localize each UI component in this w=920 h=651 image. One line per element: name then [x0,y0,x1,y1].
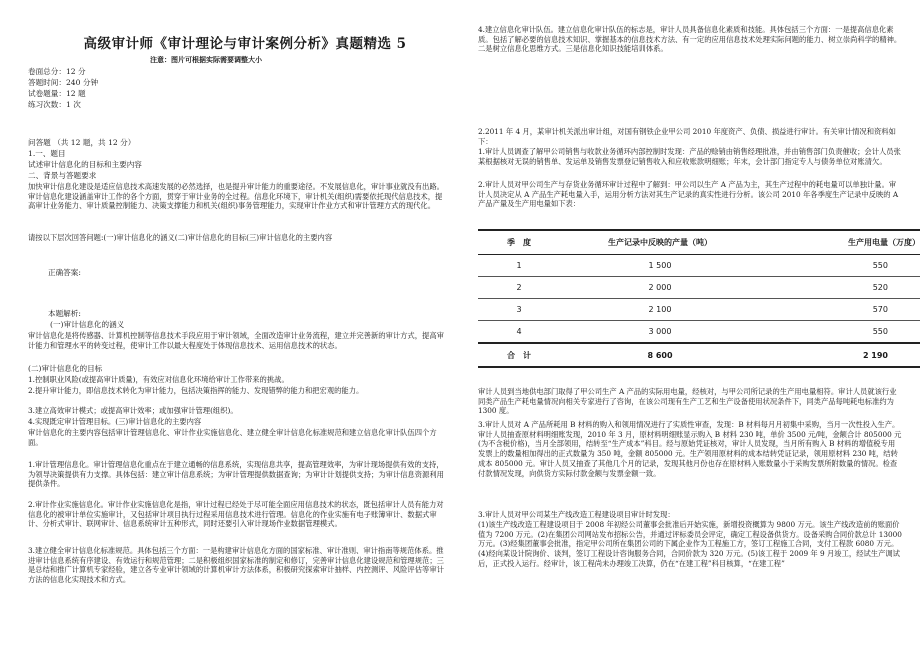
bg-text: 加快审计信息化建设是适应信息技术高速发展的必然选择，也是提升审计能力的重要途径。不发展信息化，审计事业就没有出路。审计信息化建设涵盖审计工作的各个方面，贯穿于审计业务的全过程。信息化环境下，审计机关(组织)需要依托现代信息技术，提高审计业务能力、审计质量控制能力、决策支撑能力和机关(组织)事务管理能力，实现审计作业方式和审计管理方式的现代化。 [28,182,444,211]
cell-output: 2 000 [560,277,760,299]
q1-label: 1.一、题目 [28,149,66,158]
header-quarter: 季 度 [478,230,560,255]
cell-quarter: 4 [478,321,560,344]
size-note: 注意：图片可根据实际需要调整大小 [150,55,262,64]
s1-text: 审计信息化是将传感器、计算机控制等信息技术手段应用于审计领域，全面改造审计业务流程，建立并完善新的审计方式，提高审计能力和管理水平的转变过程，使审计工作以最大程度处于体现信息技术、运用信息技术的状态。 [28,331,444,350]
case-p4: 3.审计人员对 A 产品所耗用 B 材料的购入和领用情况进行了实质性审查，发现：B 材料每月月初集中采购，当月一次性投入生产。审计人员抽查原材料明细账发现，2010 年 3 月，原材料明细账显示购入 B 材料 230 吨，单价 3500 元/吨，金额合计 805000 元(为不含税价格)，当月全部领用，结转至“生产成本”科目。经与原始凭证核对，审计人员发现，当月所有购入 B 材料的增值税专用发票上的数量相加得出的正式数量为 350 吨，金额 805000 元。生产领用原材料的成本结转凭证记录，领用原材料 230 吨，结转成本 805000 元。审计人员又抽查了其他几个月的记录，发现其他月份也存在原材料入账数量小于采购发票所附数量的情况。检查付款情况发现，向供货方实际付款金额与发票金额一致。 [478,420,902,478]
case-p6: (1)该生产线改造工程建设项目于 2008 年初经公司董事会批准后开始实施，新增投资概算为 9800 万元。该生产线改造前的账面价值为 7200 万元。(2)在集团公司网站发布招标公告，并通过评标委员会评定，确定工程设备供货方。设备采购合同价款总计 13000 万元。(3)经集团董事会批准，指定甲公司所在集团公司的下属企业作为工程施工方，签订工程施工合同，支付工程款 6080 万元。(4)经向某设计院询价、谈判，签订工程设计咨询服务合同，合同价款为 320 万元。(5)该工程于 2009 年 9 月竣工，经试生产调试后，正式投入运行。经审计，该工程尚未办理竣工决算，仍在“在建工程”科目核算，“在建工程” [478,520,902,568]
cell-output: 1 500 [560,255,760,277]
content-4: 4.建立信息化审计队伍。建立信息化审计队伍的标志是，审计人员具备信息化素质和技能。具体包括三个方面：一是提高信息化素质。包括了解必要的信息技术知识、掌握基本的信息技术方法、有一定的应用信息技术处理实际问题的能力、树立崇尚科学的精神。二是树立信息化思维方式。三是信息化知识技能培训体系。 [478,25,902,54]
cell-power: 570 [760,299,920,321]
cell-power: 550 [760,321,920,344]
content-2: 2.审计作业实施信息化。审计作业实施信息化是指，审计过程已经处于尽可能全面应用信息技术的状态，既包括审计人员有能力对信息化的被审计单位实施审计，又包括审计项目执行过程采用信息技术进行管理。信息化的作业实施有电子账簿审计、数据式审计、分析式审计、联网审计、信息系统审计五种形式，同时还要引入审计现场作业数据管理模式。 [28,500,444,529]
goal-1: 1.控制职业风险(或提高审计质量)，有效应对信息化环境给审计工作带来的挑战。 [28,375,289,384]
page-title: 高级审计师《审计理论与审计案例分析》真题精选 5 [83,36,407,52]
table-row [478,255,920,277]
case-p2: 2.审计人员对甲公司生产与存货业务循环审计过程中了解到：甲公司以生产 A 产品为主，其生产过程中的耗电量可以单独计量。审计人员决定从 A 产品生产耗电量入手，运用分析方法对其生产记录的真实性进行分析。该公司 2010 年各季度生产记录中反映的 A 产品产量及生产用电量如下表： [478,180,899,209]
production-table [478,229,920,368]
requirement: 请按以下层次回答问题:(一)审计信息化的涵义(二)审计信息化的目标(三)审计信息化的主要内容 [28,233,333,242]
cell-total-power: 2 190 [760,343,920,367]
case-p5: 3.审计人员对甲公司某生产线改造工程建设项目审计时发现： [478,510,675,519]
content-1: 1.审计管理信息化。审计管理信息化重点在于建立通畅的信息系统，实现信息共享，提高管理效率，为审计现场提供有效的支持，为领导决策提供有力支撑。具体包括：建立审计信息系统；为审计管理提供数据查询；为审计计划提供支持；为审计信息资源利用提供条件。 [28,460,444,489]
table-row [478,299,920,321]
meta-time: 答题时间：240 分钟 [28,78,99,87]
cell-power: 550 [760,255,920,277]
cell-quarter: 2 [478,277,560,299]
content-intro: 审计信息化的主要内容包括审计管理信息化、审计作业实施信息化、建立健全审计信息化标准规范和建立信息化审计队伍四个方面。 [28,428,437,447]
header-output: 生产记录中反映的产量（吨） [560,230,760,255]
q1-text: 试述审计信息化的目标和主要内容 [28,160,142,169]
s1-heading: (一)审计信息化的涵义 [50,320,125,329]
content-3: 3.建立健全审计信息化标准规范。具体包括三个方面：一是构建审计信息化方面的国家标准、审计准则、审计指南等规范体系。推进审计信息系统有序建设、有效运行和规范管理；二是积极组织国家标准的制定和修订，完善审计信息化建设规范和管理规范；三是总结和推广计算机专家经验，建立各专业审计领域的计算机审计方法体系，积极研究探索审计抽样、内控测评、风险评估等审计方法的信息化实现技术和方式。 [28,546,444,585]
table-row [478,277,920,299]
cell-quarter: 3 [478,299,560,321]
cell-output: 2 100 [560,299,760,321]
cell-total-label: 合 计 [478,343,560,367]
meta-practice: 练习次数：1 次 [28,100,81,109]
case-p1: 1.审计人员调查了解甲公司销售与收款业务循环内部控制时发现：产品的赊销由销售经理批准，并由销售部门负责催收；会计人员张某根据核对无误的销售单、发运单及销售发票登记销售收入和应收账款明细账；年末，会计部门指定专人与债务单位对账清欠。 [478,147,901,166]
s2-heading: (二)审计信息化的目标 [28,364,103,373]
case-p3: 审计人员到当地供电部门取得了甲公司生产 A 产品的实际用电量，经核对，与甲公司所记录的生产用电量相符。审计人员就该行业同类产品生产耗电量情况向相关专家进行了咨询，在该公司现有生产工艺和生产设备使用状况条件下，同类产品每吨耗电标准约为 1300 度。 [478,387,897,416]
cell-total-output: 8 600 [560,343,760,367]
question-heading: 问答题 （共 12 题，共 12 分） [28,138,136,147]
case-intro: 2.2011 年 4 月，某审计机关派出审计组，对国有钢铁企业甲公司 2010 年度资产、负债、损益进行审计。有关审计情况和资料如下： [478,127,896,146]
goal-3: 3.建立高效审计模式；或提高审计效率；或加强审计管理(组织)。 [28,406,238,415]
bg-heading: 二、背景与答题要求 [28,171,97,180]
table-total-row [478,343,920,367]
goal-4: 4.实现既定审计管理目标。(三)审计信息化的主要内容 [28,417,202,426]
cell-power: 520 [760,277,920,299]
correct-answer: 正确答案: [48,268,81,277]
goal-2: 2.提升审计能力，即信息技术转化为审计能力，包括决策指挥的能力、发现错弊的能力和把宏观的能力。 [28,386,364,395]
meta-count: 试卷题量：12 题 [28,89,86,98]
cell-quarter: 1 [478,255,560,277]
header-power: 生产用电量（万度） [760,230,920,255]
table-header-row [478,230,920,255]
table-row [478,321,920,344]
cell-output: 3 000 [560,321,760,344]
meta-total: 卷面总分：12 分 [28,67,86,76]
analysis-label: 本题解析: [48,309,81,318]
